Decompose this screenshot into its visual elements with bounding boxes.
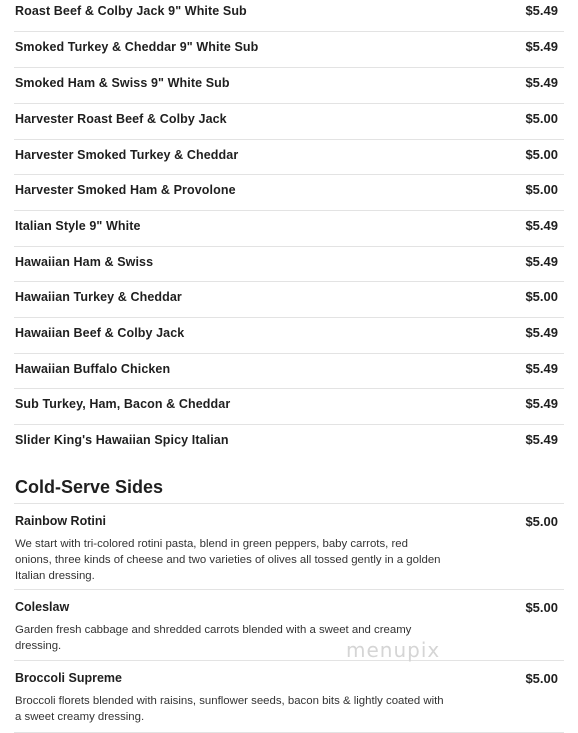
item-price: $5.49 — [525, 3, 558, 18]
item-name: Harvester Smoked Ham & Provolone — [15, 183, 236, 197]
item-price: $5.49 — [525, 361, 558, 376]
item-name: Smoked Ham & Swiss 9" White Sub — [15, 76, 230, 90]
section-title: Cold-Serve Sides — [15, 477, 164, 497]
menu-row[interactable] — [14, 140, 564, 175]
item-price: $5.00 — [525, 111, 558, 126]
item-name: Hawaiian Turkey & Cheddar — [15, 290, 182, 304]
menu-row[interactable] — [14, 318, 564, 354]
item-description: Broccoli florets blended with raisins, sunflower seeds, bacon bits & lightly coated with a sweet creamy dressing. — [15, 695, 444, 723]
sandwich-list — [14, 0, 564, 461]
item-name: Italian Style 9" White — [15, 219, 141, 233]
item-price: $5.49 — [525, 75, 558, 90]
item-name: Hawaiian Beef & Colby Jack — [15, 326, 185, 340]
item-price: $5.00 — [525, 671, 558, 686]
item-price: $5.49 — [525, 432, 558, 447]
item-name: Sub Turkey, Ham, Bacon & Cheddar — [15, 397, 231, 411]
item-name: Hawaiian Ham & Swiss — [15, 255, 154, 269]
side-item[interactable] — [14, 504, 564, 590]
menu-row[interactable] — [14, 104, 564, 140]
item-description: We start with tri-colored rotini pasta, blend in green peppers, baby carrots, red onions, three kinds of cheese and two varieties of olives all tossed gently in a golden Italian dressing. — [15, 538, 441, 582]
item-price: $5.49 — [525, 218, 558, 233]
item-price: $5.00 — [525, 147, 558, 162]
menu-row[interactable] — [14, 354, 564, 389]
menu-row[interactable] — [14, 32, 564, 68]
item-price: $5.00 — [525, 289, 558, 304]
menu-row[interactable] — [14, 175, 564, 211]
menu-row[interactable] — [14, 68, 564, 104]
item-price: $5.49 — [525, 396, 558, 411]
item-name: Slider King's Hawaiian Spicy Italian — [15, 433, 229, 447]
item-price: $5.49 — [525, 39, 558, 54]
item-name: Hawaiian Buffalo Chicken — [15, 362, 171, 376]
item-price: $5.00 — [525, 600, 558, 615]
item-price: $5.00 — [525, 182, 558, 197]
item-name: Harvester Roast Beef & Colby Jack — [15, 112, 227, 126]
menu-row[interactable] — [14, 211, 564, 247]
item-price: $5.00 — [525, 514, 558, 529]
item-description: Garden fresh cabbage and shredded carrots blended with a sweet and creamy dressing. — [15, 624, 412, 652]
menu-row[interactable] — [14, 389, 564, 425]
menu-row[interactable] — [14, 247, 564, 282]
menu-row[interactable] — [14, 425, 564, 461]
watermark-logo: menupix — [346, 638, 441, 662]
item-name: Harvester Smoked Turkey & Cheddar — [15, 148, 239, 162]
item-price: $5.49 — [525, 325, 558, 340]
item-name: Smoked Turkey & Cheddar 9" White Sub — [15, 40, 259, 54]
item-name: Roast Beef & Colby Jack 9" White Sub — [15, 4, 247, 18]
menu-row[interactable] — [14, 0, 564, 32]
item-name: Broccoli Supreme — [15, 671, 122, 685]
item-price: $5.49 — [525, 254, 558, 269]
item-name: Coleslaw — [15, 600, 70, 614]
side-item[interactable] — [14, 661, 564, 733]
side-item[interactable] — [14, 590, 564, 661]
menu-row[interactable] — [14, 282, 564, 318]
item-name: Rainbow Rotini — [15, 514, 106, 528]
